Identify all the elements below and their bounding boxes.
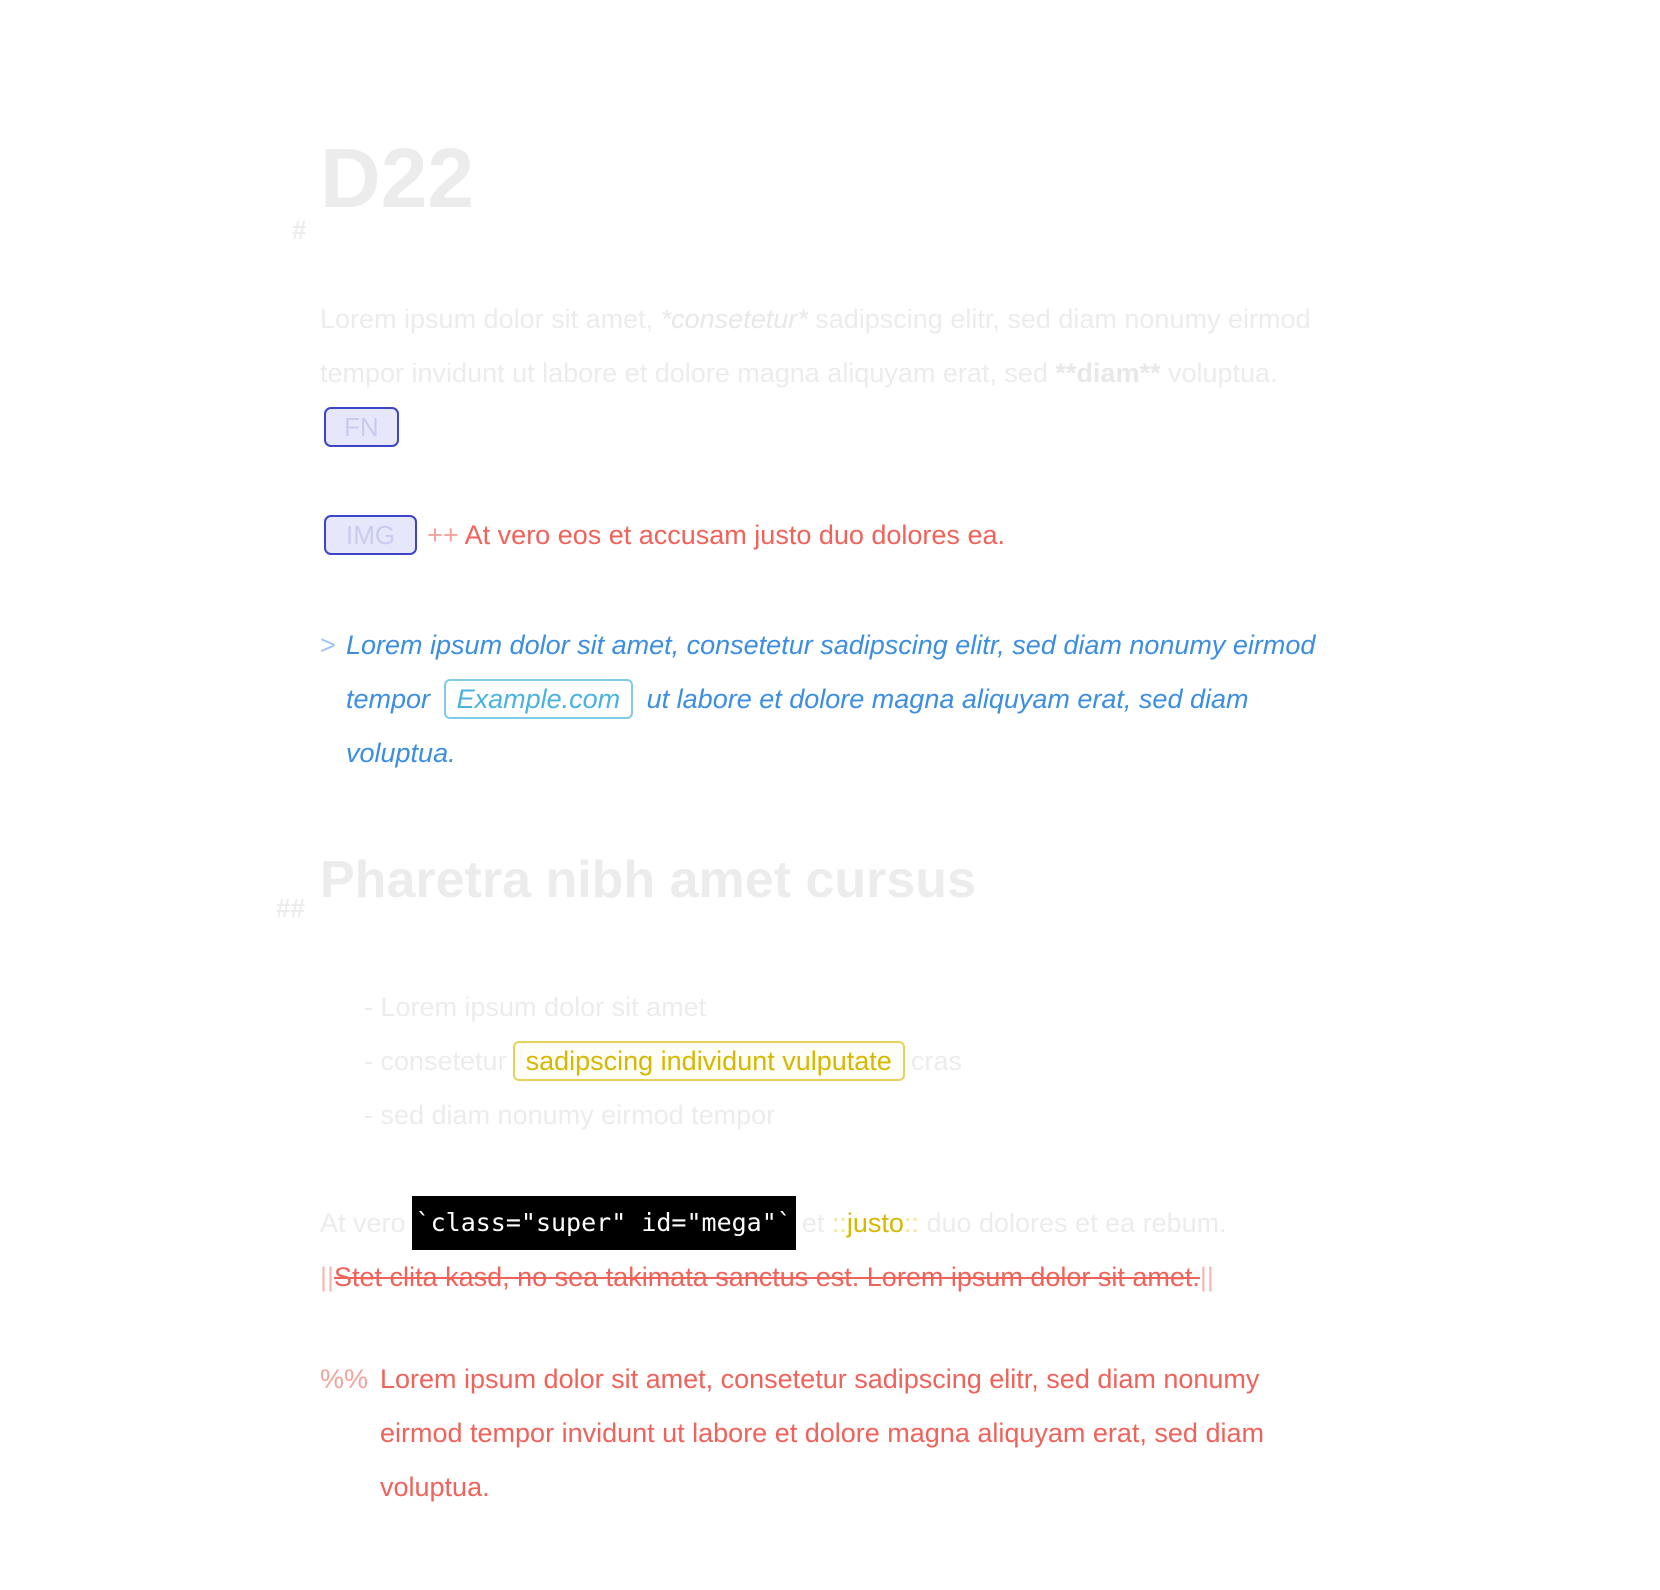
heading-2-marker: ## <box>276 893 305 923</box>
strikethrough-text: Stet clita kasd, no sea takimata sanctus est. Lorem ipsum dolor sit amet. <box>334 1262 1200 1292</box>
paragraph-text: duo dolores et ea rebum. <box>918 1208 1227 1238</box>
highlight-chip[interactable]: sadipscing individunt vulputate <box>513 1041 905 1081</box>
comment-block[interactable] <box>320 1352 1340 1514</box>
heading-1-marker: # <box>292 215 307 245</box>
bold-marker: ** <box>1055 358 1077 388</box>
blockquote-text: Lorem ipsum dolor sit amet, consetetur sadipscing elitr, sed diam nonumy eirmod tempor <box>346 630 1316 714</box>
italic-marker: * <box>660 304 672 334</box>
paragraph-text: voluptua. <box>1160 358 1278 388</box>
italic-marker: * <box>797 304 808 334</box>
list-item[interactable] <box>364 1034 1384 1088</box>
comment-marker: %% <box>320 1364 369 1394</box>
comment-text: Lorem ipsum dolor sit amet, consetetur sadipscing elitr, sed diam nonumy eirmod tempor invidunt ut labore et dolore magna aliquyam erat, sed diam voluptua. <box>380 1364 1264 1502</box>
list-item[interactable]: - sed diam nonumy eirmod tempor <box>364 1100 776 1130</box>
insert-text: At vero eos et accusam justo duo dolores ea. <box>458 520 1005 550</box>
paragraph-text: et <box>801 1208 832 1238</box>
italic-text: consetetur <box>671 304 798 334</box>
paragraph-1[interactable] <box>320 292 1340 454</box>
paragraph-text: At vero <box>320 1208 406 1238</box>
blockquote-marker: > <box>320 630 336 660</box>
image-line[interactable] <box>320 508 1340 562</box>
blockquote-text: ut labore et dolore magna aliquyam erat, sed diam voluptua. <box>346 684 1249 768</box>
bold-text: diam <box>1076 358 1140 388</box>
image-tag[interactable]: IMG <box>324 515 417 555</box>
heading-2[interactable] <box>276 848 1340 923</box>
heading-1[interactable] <box>292 128 1340 245</box>
list-item-text: cras <box>910 1046 962 1076</box>
highlight-marker: :: <box>831 1208 847 1238</box>
paragraph-text: sadipscing elitr, sed diam nonumy eirmod tempor invidunt ut labore et dolore magna aliquyam erat, sed <box>320 304 1311 388</box>
link-chip[interactable]: Example.com <box>444 679 634 719</box>
list-item[interactable]: - Lorem ipsum dolor sit amet <box>364 992 707 1022</box>
insert-marker: ++ <box>427 520 459 550</box>
paragraph-3[interactable] <box>320 1196 1340 1304</box>
strike-marker: || <box>320 1262 335 1292</box>
bold-marker: ** <box>1139 358 1161 388</box>
heading-2-text: Pharetra nibh amet cursus <box>320 851 976 909</box>
highlight-marker: :: <box>903 1208 919 1238</box>
highlight-text: justo <box>846 1208 904 1238</box>
inline-code[interactable]: `class="super" id="mega"` <box>412 1196 796 1250</box>
paragraph-text: Lorem ipsum dolor sit amet, <box>320 304 661 334</box>
blockquote-body <box>346 618 1340 780</box>
heading-1-text: D22 <box>320 131 475 225</box>
list-item-text: - consetetur <box>364 1046 507 1076</box>
blockquote[interactable] <box>320 618 1340 780</box>
footnote-tag[interactable]: FN <box>324 407 399 447</box>
strike-marker: || <box>1199 1262 1214 1292</box>
bullet-list <box>364 980 1384 1142</box>
